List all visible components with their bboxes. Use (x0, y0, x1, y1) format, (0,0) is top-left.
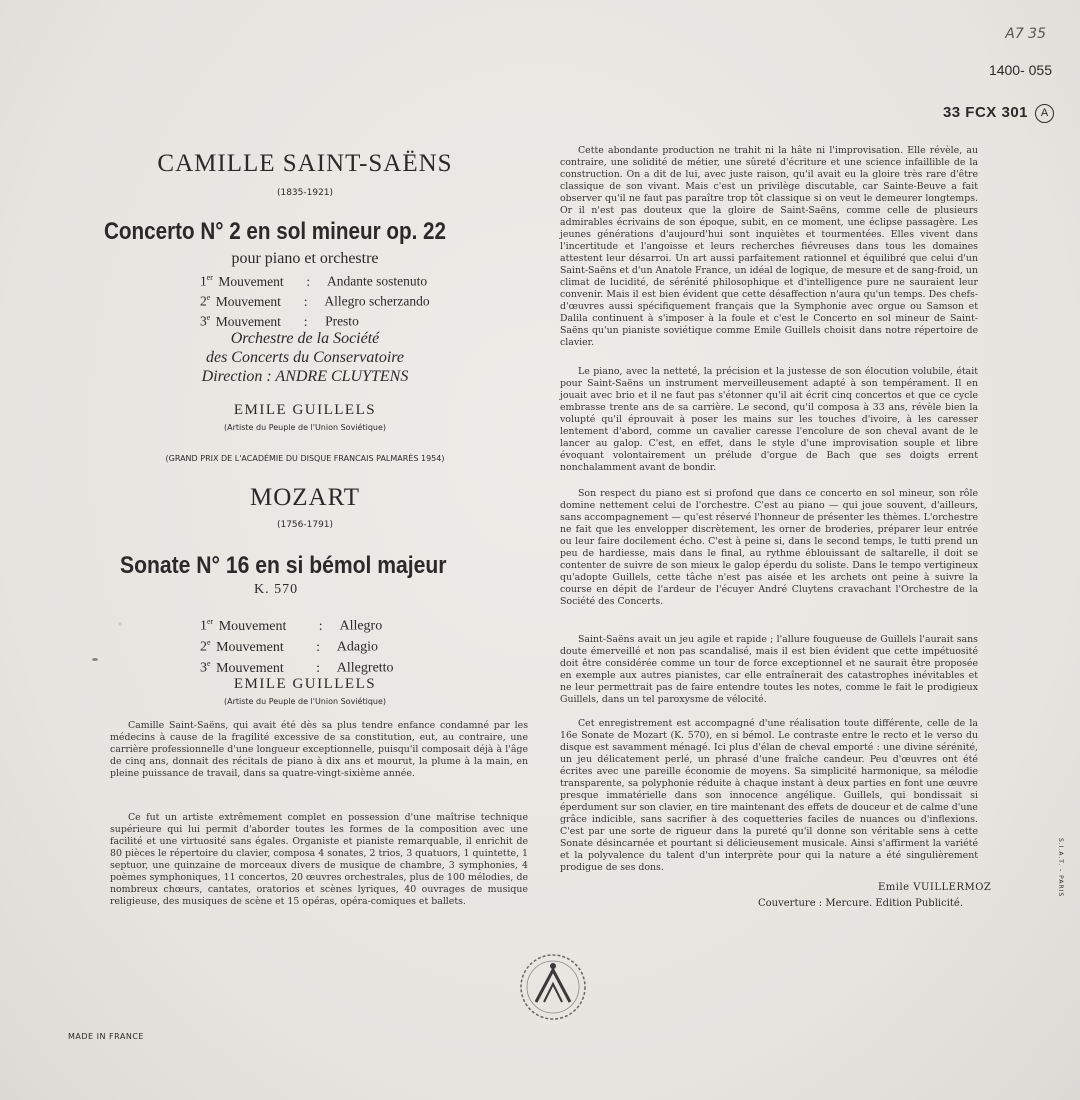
composer-dates: (1835-1921) (276, 188, 334, 198)
movement-tempo: Presto (325, 313, 359, 329)
orchestra-line-1: Orchestre de la Société (230, 330, 380, 347)
performer-subtitle: (Artiste du Peuple de l'Union Soviétique) (223, 697, 387, 706)
movement-ordinal: e (207, 659, 211, 669)
cover-credit: Couverture : Mercure. Edition Publicité. (758, 898, 964, 909)
movement-ordinal: er (206, 273, 213, 282)
movement-ordinal: e (206, 313, 211, 322)
movement-row: 1er Mouvement : Allegro (200, 617, 383, 634)
kochel-number: K. 570 (254, 582, 299, 597)
composer-dates: (1756-1791) (276, 520, 334, 530)
performer-subtitle: (Artiste du Peuple de l'Union Soviétique) (223, 423, 387, 432)
made-in-france: MADE IN FRANCE (68, 1032, 144, 1041)
liner-notes-paragraph: Camille Saint-Saëns, qui avait été dès sa plus tendre enfance condamné par les médecins à cause de la fragilité excessive de sa constitution, eut, au contraire, une carrière professionnelle d'une longueur exceptionnelle, puisqu'il composait déjà à l'âge de cinq ans, donnait des récitals de piano à dix ans et mourut, la plume à la main, en pleine puissance de travail, dans sa quatre-vingt-sixième année. (110, 720, 528, 779)
composer-saint-saens: CAMILLE SAINT-SAËNS (157, 150, 453, 177)
catalog-number: 33 FCX 301 (942, 104, 1028, 121)
movement-tempo: Allegretto (336, 660, 394, 676)
movements-list-concerto (200, 270, 430, 330)
liner-notes-paragraph: Cette abondante production ne trahit ni la hâte ni l'improvisation. Elle révèle, au contraire, une solidité de métier, une sûreté d'écriture et une science infaillible de la construction. On a dit de lui, avec juste raison, qu'il avait eu la gloire très rare d'être classique de son vivant. Mais c'est un privilège discutable, car Sainte-Beuve a fait observer qu'il ne faut pas paraître trop tôt classique si on veut le demeurer longtemps. Or il n'est pas douteux que la gloire de Saint-Saëns, comme celle de plusieurs admirables écrivains de son époque, subit, en ce moment, une éclipse passagère. Les jeunes générations d'aujourd'hui sont inquiètes et tourmentées. Elles vivent dans l'incertitude et l'angoisse et leurs recherches fiévreuses dans tous les domaines attestent leur désarroi. Un art aussi parfaitement rationnel et équilibré que celui d'un Saint-Saëns et d'un Anatole France, un idéal de logique, de mesure et de sang-froid, un climat de lucidité, de sérénité philosophique et d'intelligence pure ne sauraient leur convenir. Mais il est bien évident que cette désaffection n'aura qu'un temps. Des chefs-d'œuvres aussi spécifiquement français que la Symphonie avec orgue ou Samson et Dalila continuent à s'imposer à la foule et c'est le Concerto en sol mineur de Saint-Saëns qu'un pianiste soviétique comme Emile Guillels choisit dans notre répertoire de clavier. (560, 145, 978, 348)
movement-row: 2e Mouvement : Allegro scherzando (200, 293, 430, 309)
work-title-concerto: Concerto N° 2 en sol mineur op. 22 (104, 218, 447, 245)
movement-label: Mouvement (215, 293, 281, 309)
movement-ordinal: e (206, 293, 211, 302)
movement-ordinal: e (207, 638, 211, 648)
movement-ordinal: er (207, 617, 214, 626)
liner-notes-paragraph: Son respect du piano est si profond que dans ce concerto en sol mineur, son rôle domine nettement celui de l'orchestre. C'est au piano — qui joue souvent, d'ailleurs, sans accompagnement — qu'est réservé l'honneur de présenter les thèmes. L'orchestre ne fait que les envelopper discrètement, les orner de broderies, préparer leur entrée ou leur faire docilement écho. C'est à peine si, dans le second temps, le tutti prend un peu de hardiesse, mais dans le final, au rythme éblouissant de saltarelle, il doit se contenter de suivre de son mieux le galop éperdu du soliste. Dans le tempo vertigineux qu'adopte Guillels, cette tâche n'est pas aisée et les archets ont peine à suivre la course en dépit de l'ardeur de l'écuyer André Cluytens cravachant l'Orchestre de la Société des Concerts. (560, 488, 978, 607)
movement-tempo: Adagio (336, 639, 379, 655)
catalog-small-number: 1400- 055 (988, 62, 1052, 78)
liner-notes-paragraph: Le piano, avec la netteté, la précision et la justesse de son élocution volubile, était pour Saint-Saëns un instrument merveilleusement adapté à son tempérament. Il en jouait avec brio et il ne faut pas s'étonner qu'il ait écrit cinq concertos et que ce cycle embrasse trente ans de sa carrière. Le second, qu'il composa à 33 ans, révèle bien la volupté qu'il éprouvait à poser les mains sur les touches d'ivoire, à les caresser lentement d'abord, comme un cavalier caresse l'encolure de son cheval avant de le lancer au galop. C'est, en effet, dans le style d'une improvisation souple et libre évoquant volontairement un prélude d'orgue de Bach que ses doigts errent nonchalamment avant de bondir. (560, 366, 978, 473)
movement-label: Mouvement (216, 639, 284, 655)
orchestra-line-2: des Concerts du Conservatoire (205, 349, 405, 366)
work-title-sonate: Sonate N° 16 en si bémol majeur (120, 552, 447, 579)
movement-number: 2 (200, 639, 207, 655)
composer-mozart: MOZART (249, 484, 361, 511)
movement-tempo: Andante sostenuto (326, 273, 428, 289)
pathe-marconi-logo-icon (518, 952, 588, 1022)
liner-notes-paragraph: Ce fut un artiste extrêmement complet en possession d'une maîtrise technique supérieure qui lui permit d'aborder toutes les formes de la composition avec une facilité et une virtuosité sans égales. Organiste et pianiste remarquable, il enrichit de 80 pièces le répertoire du clavier, composa 4 sonates, 2 trios, 3 quatuors, 1 quintette, 1 septuor, une quinzaine de morceaux divers de musique de chambre, 3 symphonies, 4 poèmes symphoniques, 11 concertos, 20 œuvres orchestrales, plus de 100 mélodies, de nombreux chœurs, cantates, oratorios et scènes lyriques, 40 ouvrages de musique religieuse, des musiques de scène et 15 opéras, opéra-comiques et ballets. (110, 812, 528, 907)
performer-name: EMILE GUILLELS (233, 676, 377, 692)
movement-tempo: Allegro (339, 618, 383, 634)
handwritten-note: A7 35 (1005, 26, 1046, 42)
movement-tempo: Allegro scherzando (324, 293, 430, 309)
performer-name: EMILE GUILLELS (233, 402, 377, 418)
author-signature: Emile VUILLERMOZ (878, 882, 992, 893)
movement-number: 1 (200, 618, 207, 634)
work-subtitle: pour piano et orchestre (231, 250, 379, 267)
movement-label: Mouvement (216, 660, 284, 676)
movement-number: 3 (200, 313, 207, 329)
movement-row: 3e Mouvement : Allegretto (200, 659, 394, 676)
prize-note: (GRAND PRIX DE L'ACADÉMIE DU DISQUE FRANCAIS PALMARÈS 1954) (165, 454, 445, 463)
movement-label: Mouvement (215, 313, 281, 329)
movement-number: 3 (200, 660, 207, 676)
movement-label: Mouvement (218, 618, 287, 634)
movement-row: 3e Mouvement : Presto (200, 313, 359, 329)
movement-row: 1er Mouvement : Andante sostenuto (200, 273, 428, 289)
movement-label: Mouvement (218, 273, 284, 289)
movement-number: 1 (200, 273, 207, 289)
movements-list-sonate (200, 614, 394, 677)
liner-notes-paragraph: Saint-Saëns avait un jeu agile et rapide ; l'allure fougueuse de Guillels l'aurait sans doute émerveillé et non pas scandalisé, mais il est bien évident que cette impétuosité doit être considérée comme un tour de force exceptionnel et ne saurait être proposée en exemple aux autres pianistes, car elle entraînerait des catastrophes inévitables et ne leur permettrait pas de faire entendre toutes les notes, comme le fait le prodigieux Guillels, dans un tel paroxysme de vélocité. (560, 634, 978, 705)
circle-letter-icon: A (1035, 104, 1054, 123)
conductor-line: Direction : ANDRE CLUYTENS (201, 368, 409, 385)
movement-number: 2 (200, 293, 207, 309)
liner-notes-paragraph: Cet enregistrement est accompagné d'une réalisation toute différente, celle de la 16e Sonate de Mozart (K. 570), en si bémol. Le contraste entre le recto et le verso du disque est savamment ménagé. Ici plus d'élan de cheval emporté : une divine sérénité, un jeu délicatement perlé, un phrasé d'une fraîche candeur. Peu d'œuvres ont été écrites avec une pareille économie de moyens. Sa simplicité harmonique, sa mélodie transparente, sa polyphonie réduite à chaque instant à deux parties en font une œuvre presque immatérielle dans son innocence angélique. Guillels, qui bondissait si éperdument sur son clavier, en tire maintenant des effets de douceur et de calme d'une grâce indicible, sans sacrifier à des coquetteries faciles de nuances ou d'inflexions. C'est par une sorte de rigueur dans la pureté qu'il donne son véritable sens à cette Sonate désincarnée et pourtant si délicieusement musicale. Ainsi s'affirment la variété et la polyvalence du talent d'un interprète pour qui la nature a été singulièrement prodigue de ses dons. (560, 718, 978, 873)
movement-row: 2e Mouvement : Adagio (200, 638, 379, 655)
printer-credit: S.I.A.T. - PARIS (1057, 838, 1064, 898)
